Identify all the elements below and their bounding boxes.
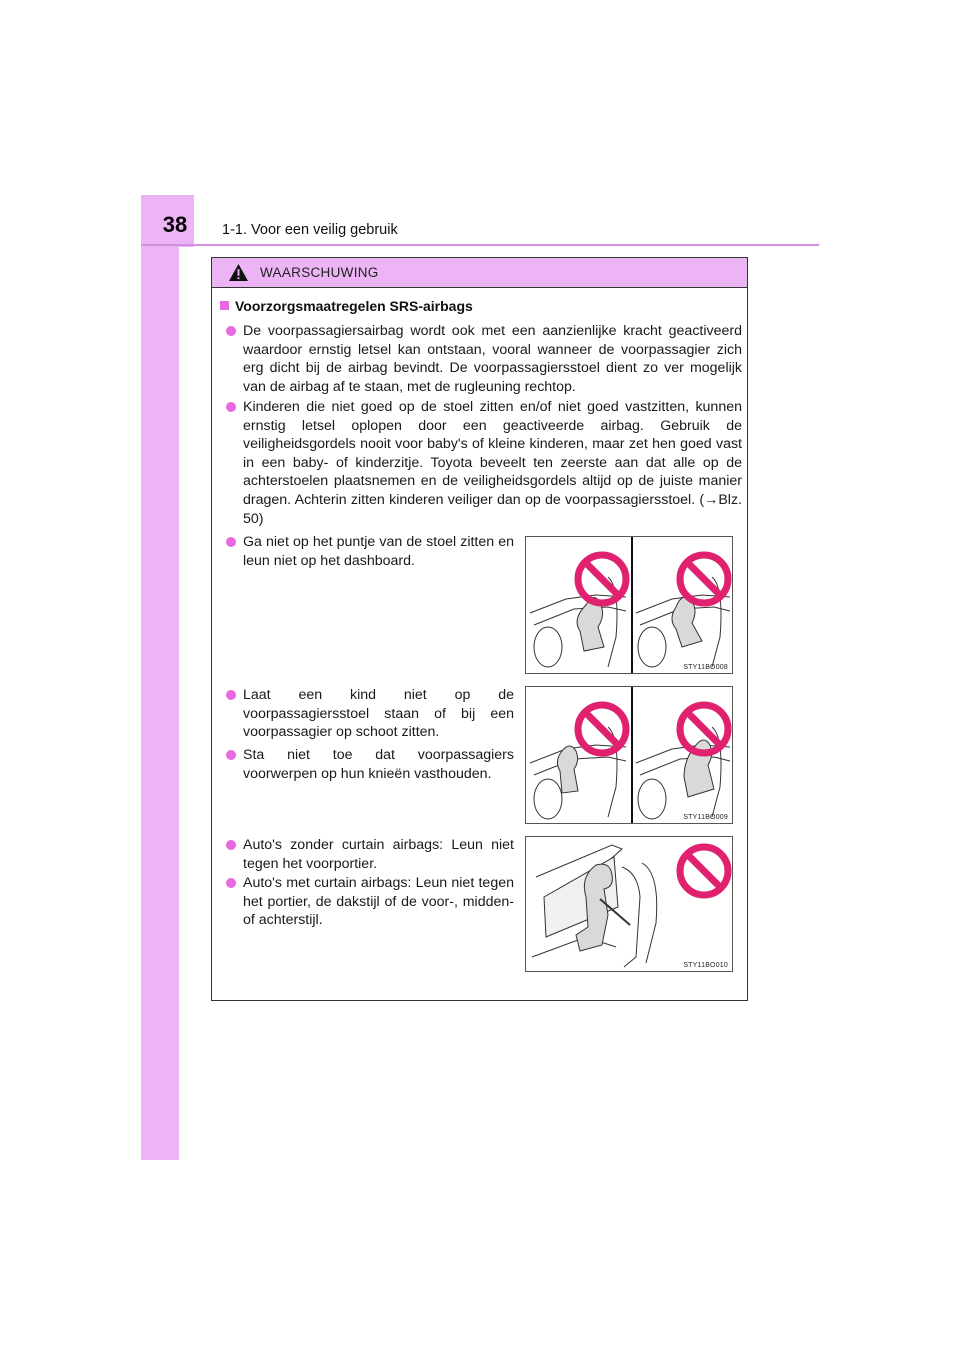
header-rule <box>141 244 819 246</box>
prohibition-icon <box>680 847 728 895</box>
warning-title: WAARSCHUWING <box>260 265 379 280</box>
bullet-dot-icon <box>226 402 236 412</box>
bullet-dot-icon <box>226 690 236 700</box>
warning-triangle-icon <box>228 263 249 282</box>
bullet-text: Ga niet op het puntje van de stoel zitten en leun niet op het dashboard. <box>243 534 514 569</box>
bullet-item <box>243 874 514 930</box>
bullet-item <box>243 322 742 396</box>
warning-box <box>211 257 748 1001</box>
car-interior-illustration <box>526 687 733 824</box>
bullet-dot-icon <box>226 750 236 760</box>
figure-code: STY11BO009 <box>683 814 728 821</box>
bullet-item <box>243 746 514 783</box>
square-bullet-icon <box>220 301 229 310</box>
bullet-text: Auto's met curtain airbags: Leun niet tegen het portier, de dakstijl of de voor-, midden- of achterstijl. <box>243 875 514 929</box>
bullet-item <box>243 398 742 528</box>
bullet-text: Kinderen die niet goed op de stoel zitten en/of niet goed vastzitten, kunnen ernstig letsel oplopen door een geactiveerde airbag. Gebruik de veiligheidsgordels nooit voor baby's of kleine kinderen, maar zet hen goed vast in een baby- of kinderzitje. Toyota beveelt ten zeerste aan dat alle op de achterstoelen plaatsnemen en de veiligheidsgordels altijd op de juiste manier dragen. Achterin zitten kinderen veiliger dan op de voorpassagiersstoel. (→Blz. 50) <box>243 399 742 527</box>
bullet-text: Auto's zonder curtain airbags: Leun niet tegen het voorportier. <box>243 837 514 872</box>
section-heading-text: Voorzorgsmaatregelen SRS-airbags <box>235 298 473 314</box>
car-interior-illustration <box>526 537 733 674</box>
bullet-text: Sta niet toe dat voorpassagiers voorwerpen op hun knieën vasthouden. <box>243 747 514 782</box>
bullet-item <box>243 533 514 570</box>
bullet-dot-icon <box>226 326 236 336</box>
bullet-dot-icon <box>226 537 236 547</box>
car-interior-illustration <box>526 837 733 972</box>
figure-code: STY11BO008 <box>683 664 728 671</box>
section-title: 1-1. Voor een veilig gebruik <box>222 222 398 238</box>
bullet-item <box>243 836 514 873</box>
bullet-text: De voorpassagiersairbag wordt ook met een aanzienlijke kracht geactiveerd waardoor ernstig letsel kan ontstaan, vooral wanneer de voorpassagier zich erg dicht bij de airbag bevindt. De voorpassagiersstoel dient zo ver mogelijk van de airbag af te staan, met de rugleuning rechtop. <box>243 323 742 395</box>
bullet-dot-icon <box>226 878 236 888</box>
bullet-item <box>243 686 514 742</box>
illustration-lean-door <box>525 836 733 972</box>
warning-header <box>212 258 747 288</box>
bullet-dot-icon <box>226 840 236 850</box>
figure-code: STY11BO010 <box>683 962 728 969</box>
bullet-text: Laat een kind niet op de voorpassagiersstoel staan of bij een voorpassagier op schoot zitten. <box>243 687 514 741</box>
section-heading <box>220 298 473 314</box>
page-number: 38 <box>162 212 188 237</box>
illustration-lean-dashboard <box>525 536 733 674</box>
illustration-child-on-lap <box>525 686 733 824</box>
prohibition-icon <box>680 555 728 603</box>
side-tab <box>141 195 179 1160</box>
